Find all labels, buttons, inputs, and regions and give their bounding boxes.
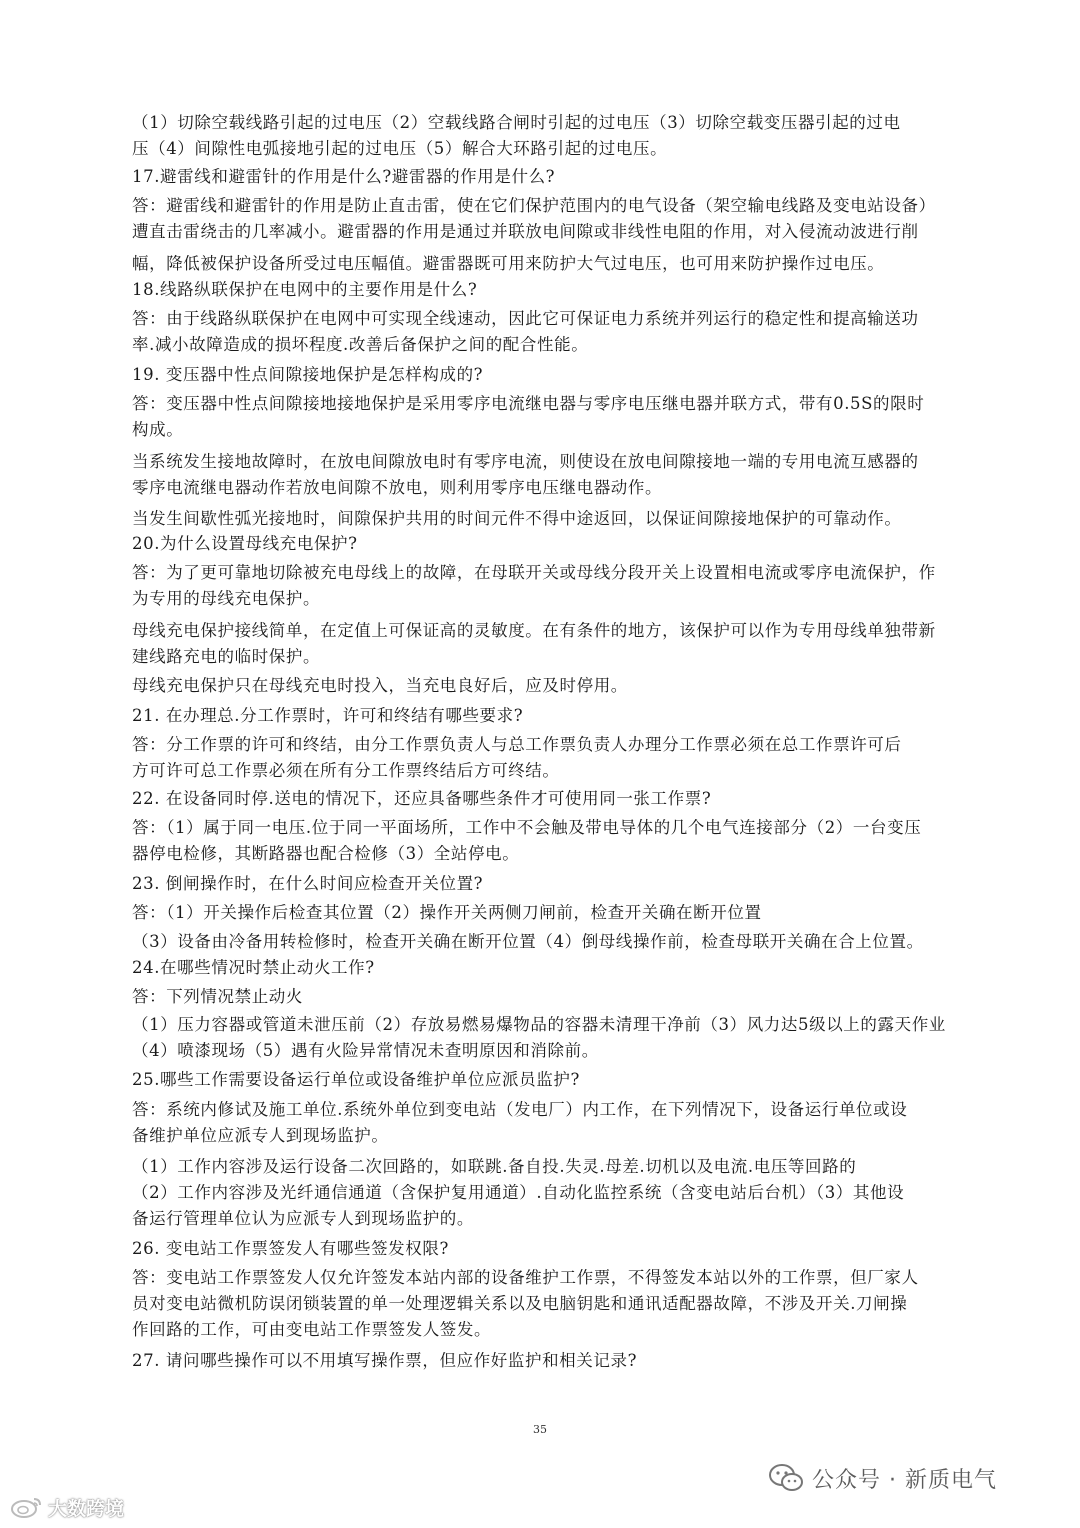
text-line: （1）压力容器或管道未泄压前（2）存放易燃易爆物品的容器未清理干净前（3）风力达5级以上的露天作业 [132,1015,946,1034]
text-line: 器停电检修，其断路器也配合检修（3）全站停电。 [132,844,520,863]
text-line: （1）工作内容涉及运行设备二次回路的，如联跳.备自投.失灵.母差.切机以及电流.电压等回路的 [132,1157,857,1176]
text-line: （2）工作内容涉及光纤通信通道（含保护复用通道）.自动化监控系统（含变电站后台机）（3）其他设 [132,1183,905,1202]
text-line: 23. 倒闸操作时，在什么时间应检查开关位置? [132,874,484,893]
text-line: 21. 在办理总.分工作票时，许可和终结有哪些要求? [132,706,524,725]
text-line: 遭直击雷绕击的几率减小。避雷器的作用是通过并联放电间隙或非线性电阻的作用，对入侵流动波进行削 [132,222,919,241]
wechat-icon [768,1463,804,1493]
text-line: 22. 在设备同时停.送电的情况下，还应具备哪些条件才可使用同一张工作票? [132,789,712,808]
text-line: 幅，降低被保护设备所受过电压幅值。避雷器既可用来防护大气过电压，也可用来防护操作过电压。 [132,254,885,273]
text-line: 答：（1）开关操作后检查其位置（2）操作开关两侧刀闸前，检查开关确在断开位置 [132,903,762,922]
text-line: 答：变电站工作票签发人仅允许签发本站内部的设备维护工作票，不得签发本站以外的工作票，但厂家人 [132,1268,919,1287]
text-line: 母线充电保护只在母线充电时投入，当充电良好后，应及时停用。 [132,676,628,695]
text-line: 答：（1）属于同一电压.位于同一平面场所，工作中不会触及带电导体的几个电气连接部分（2）一台变压 [132,818,922,837]
text-line: 17.避雷线和避雷针的作用是什么?避雷器的作用是什么? [132,167,556,186]
text-line: 答：由于线路纵联保护在电网中可实现全线速动，因此它可保证电力系统并列运行的稳定性和提高输送功 [132,309,919,328]
text-line: （3）设备由冷备用转检修时，检查开关确在断开位置（4）倒母线操作前，检查母联开关确在合上位置。 [132,932,924,951]
text-line: 零序电流继电器动作若放电间隙不放电，则利用零序电压继电器动作。 [132,478,663,497]
text-line: 答：系统内修试及施工单位.系统外单位到变电站（发电厂）内工作，在下列情况下，设备运行单位或设 [132,1100,908,1119]
text-line: （1）切除空载线路引起的过电压（2）空载线路合闸时引起的过电压（3）切除空载变压器引起的过电 [132,113,901,132]
watermark-weibo-text: 大数跨境 [48,1497,125,1520]
text-line: 压（4）间隙性电弧接地引起的过电压（5）解合大环路引起的过电压。 [132,139,668,158]
text-line: 18.线路纵联保护在电网中的主要作用是什么? [132,280,478,299]
text-line: 备维护单位应派专人到现场监护。 [132,1126,389,1145]
watermark-weibo [10,1494,124,1520]
text-line: 为专用的母线充电保护。 [132,589,321,608]
weibo-icon [10,1495,44,1519]
text-line: 方可许可总工作票必须在所有分工作票终结后方可终结。 [132,761,560,780]
text-line: 作回路的工作，可由变电站工作票签发人签发。 [132,1320,492,1339]
text-line: 24.在哪些情况时禁止动火工作? [132,958,375,977]
text-line: 母线充电保护接线简单，在定值上可保证高的灵敏度。在有条件的地方，该保护可以作为专用母线单独带新 [132,621,936,640]
text-line: 答：下列情况禁止动火 [132,987,303,1006]
text-line: 20.为什么设置母线充电保护? [132,534,358,553]
text-line: 27. 请问哪些操作可以不用填写操作票，但应作好监护和相关记录? [132,1351,638,1370]
text-line: 率.减小故障造成的损坏程度.改善后备保护之间的配合性能。 [132,335,589,354]
text-line: （4）喷漆现场（5）遇有火险异常情况未查明原因和消除前。 [132,1041,599,1060]
text-line: 员对变电站微机防误闭锁装置的单一处理逻辑关系以及电脑钥匙和通讯适配器故障，不涉及开关.刀闸操 [132,1294,908,1313]
text-line: 构成。 [132,420,184,439]
text-line: 26. 变电站工作票签发人有哪些签发权限? [132,1239,449,1258]
text-line: 答：分工作票的许可和终结，由分工作票负责人与总工作票负责人办理分工作票必须在总工作票许可后 [132,735,902,754]
watermark-wechat [768,1463,997,1493]
text-line: 当发生间歇性弧光接地时，间隙保护共用的时间元件不得中途返回，以保证间隙接地保护的可靠动作。 [132,509,902,528]
text-line: 25.哪些工作需要设备运行单位或设备维护单位应派员监护? [132,1070,580,1089]
text-line: 当系统发生接地故障时，在放电间隙放电时有零序电流，则使设在放电间隙接地一端的专用电流互感器的 [132,452,919,471]
text-line: 答：避雷线和避雷针的作用是防止直击雷，使在它们保护范围内的电气设备（架空输电线路及变电站设备） [132,196,936,215]
text-line: 19. 变压器中性点间隙接地保护是怎样构成的? [132,365,484,384]
page-number: 35 [533,1423,547,1436]
text-line: 建线路充电的临时保护。 [132,647,321,666]
text-line: 答：为了更可靠地切除被充电母线上的故障，在母联开关或母线分段开关上设置相电流或零序电流保护，作 [132,563,936,582]
text-line: 答：变压器中性点间隙接地接地保护是采用零序电流继电器与零序电压继电器并联方式，带有0.5S的限时 [132,394,925,413]
text-line: 备运行管理单位认为应派专人到现场监护的。 [132,1209,474,1228]
watermark-wechat-text: 公众号 · 新质电气 [812,1467,997,1493]
